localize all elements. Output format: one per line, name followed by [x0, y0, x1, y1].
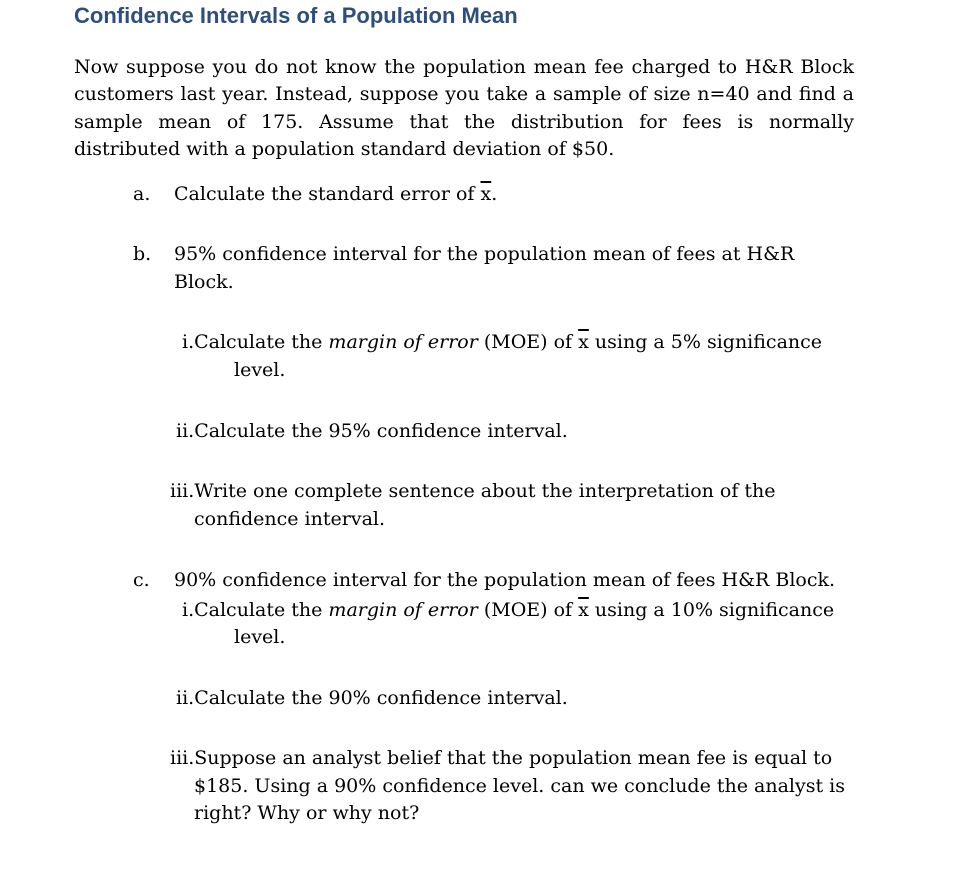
part-a-text: [174, 180, 497, 208]
part-c-ii: ii.Calculate the 90% confidence interval.: [176, 687, 568, 709]
part-c-i-suffix: using a 10% significance: [588, 599, 835, 621]
part-a-marker: a.: [133, 183, 151, 205]
intro-paragraph: Now suppose you do not know the population mean fee charged to H&R Block customers last year. Instead, suppose you take a sample of size n=40 and find a sample mean of 175. Assume that the distribution for fees is normally distributed with a population standard deviation of $50.: [74, 56, 854, 160]
part-c-i-emph: margin of error: [328, 599, 478, 621]
part-c-i-line1: [182, 596, 834, 624]
part-c-i-middle: (MOE) of: [477, 599, 579, 621]
part-c-i-line2: level.: [234, 626, 286, 648]
x-bar-symbol: $\overline{x}$: [480, 183, 492, 205]
part-b-i-line2: level.: [234, 359, 286, 381]
part-b-i-line1: [182, 328, 822, 356]
part-b-i-prefix: i.Calculate the: [182, 331, 329, 353]
part-a-text-after: .: [491, 183, 498, 205]
part-b-line1: 95% confidence interval for the population mean of fees at H&R: [174, 243, 795, 265]
x-bar-symbol: $\overline{x}$: [578, 331, 589, 353]
part-a-text-before: Calculate the standard error of: [174, 183, 481, 205]
part-b-i-suffix: using a 5% significance: [588, 331, 823, 353]
part-c-marker: c.: [133, 569, 150, 591]
part-c-i-prefix: i.Calculate the: [182, 599, 329, 621]
part-b-line2: Block.: [174, 271, 234, 293]
part-b-i-emph: margin of error: [328, 331, 478, 353]
part-c-iii-line3: right? Why or why not?: [194, 802, 420, 824]
part-b-ii: ii.Calculate the 95% confidence interval.: [176, 420, 568, 442]
part-c-line1: 90% confidence interval for the population mean of fees H&R Block.: [174, 569, 836, 591]
page-title: Confidence Intervals of a Population Mean: [74, 3, 518, 28]
part-c-iii-line2: $185. Using a 90% confidence level. can we conclude the analyst is: [194, 775, 845, 797]
part-b-marker: b.: [133, 243, 152, 265]
part-b-i-middle: (MOE) of: [477, 331, 579, 353]
x-bar-symbol: $\overline{x}$: [578, 599, 589, 621]
part-b-iii-line2: confidence interval.: [194, 508, 386, 530]
part-c-iii-line1: iii.Suppose an analyst belief that the population mean fee is equal to: [170, 747, 833, 769]
part-b-iii-line1: iii.Write one complete sentence about the interpretation of the: [170, 480, 776, 502]
